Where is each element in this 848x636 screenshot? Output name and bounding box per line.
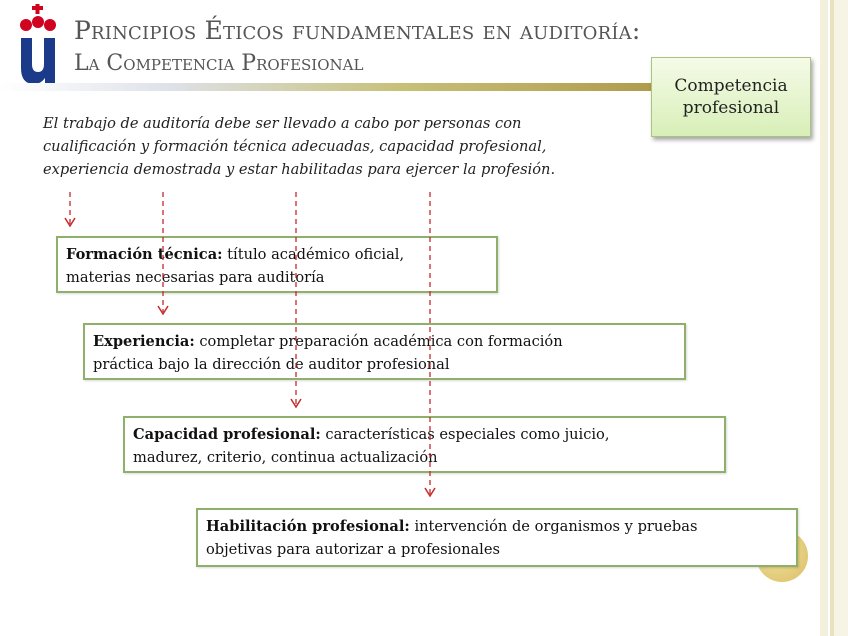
intro-line2: cualificación y formación técnica adecuadas, capacidad profesional, bbox=[43, 138, 547, 155]
arrowhead-experiencia bbox=[158, 306, 168, 314]
university-logo bbox=[18, 4, 64, 86]
box-formacion-line2: materias necesarias para auditoría bbox=[66, 269, 325, 286]
slide-title bbox=[74, 14, 641, 80]
box-formacion-term: Formación técnica: bbox=[66, 246, 223, 263]
badge-line2: profesional bbox=[682, 98, 780, 118]
box-habilitacion-term: Habilitación profesional: bbox=[206, 518, 410, 535]
title-underline bbox=[0, 83, 660, 91]
box-habilitacion-line2: objetivas para autorizar a profesionales bbox=[206, 541, 500, 558]
box-habilitacion-line1: intervención de organismos y pruebas bbox=[409, 518, 698, 535]
competencia-badge bbox=[651, 57, 811, 137]
arrowhead-capacidad bbox=[291, 399, 301, 407]
box-experiencia-line1: completar preparación académica con formación bbox=[194, 333, 563, 350]
box-habilitacion-profesional bbox=[196, 508, 798, 567]
box-capacidad-line2: madurez, criterio, continua actualización bbox=[133, 449, 438, 466]
box-formacion-line1: título académico oficial, bbox=[222, 246, 405, 263]
arrowhead-formacion bbox=[65, 218, 75, 226]
box-experiencia-term: Experiencia: bbox=[93, 333, 195, 350]
intro-line1: El trabajo de auditoría debe ser llevado a cabo por personas con bbox=[43, 115, 522, 132]
intro-paragraph bbox=[43, 112, 663, 181]
badge-line1: Competencia bbox=[674, 76, 788, 96]
slide-title-line2: La Competencia Profesional bbox=[74, 51, 364, 76]
box-experiencia-line2: práctica bajo la dirección de auditor profesional bbox=[93, 356, 450, 373]
slide-title-line1: Principios Éticos fundamentales en auditoría: bbox=[74, 16, 641, 45]
box-capacidad-profesional bbox=[123, 416, 726, 473]
box-capacidad-term: Capacidad profesional: bbox=[133, 426, 321, 443]
box-capacidad-line1: características especiales como juicio, bbox=[320, 426, 610, 443]
arrowhead-habilitacion bbox=[425, 488, 435, 496]
box-formacion-tecnica bbox=[56, 236, 498, 293]
right-decorative-band bbox=[820, 0, 848, 636]
intro-line3: experiencia demostrada y estar habilitadas para ejercer la profesión. bbox=[43, 161, 556, 178]
box-experiencia bbox=[83, 323, 686, 380]
